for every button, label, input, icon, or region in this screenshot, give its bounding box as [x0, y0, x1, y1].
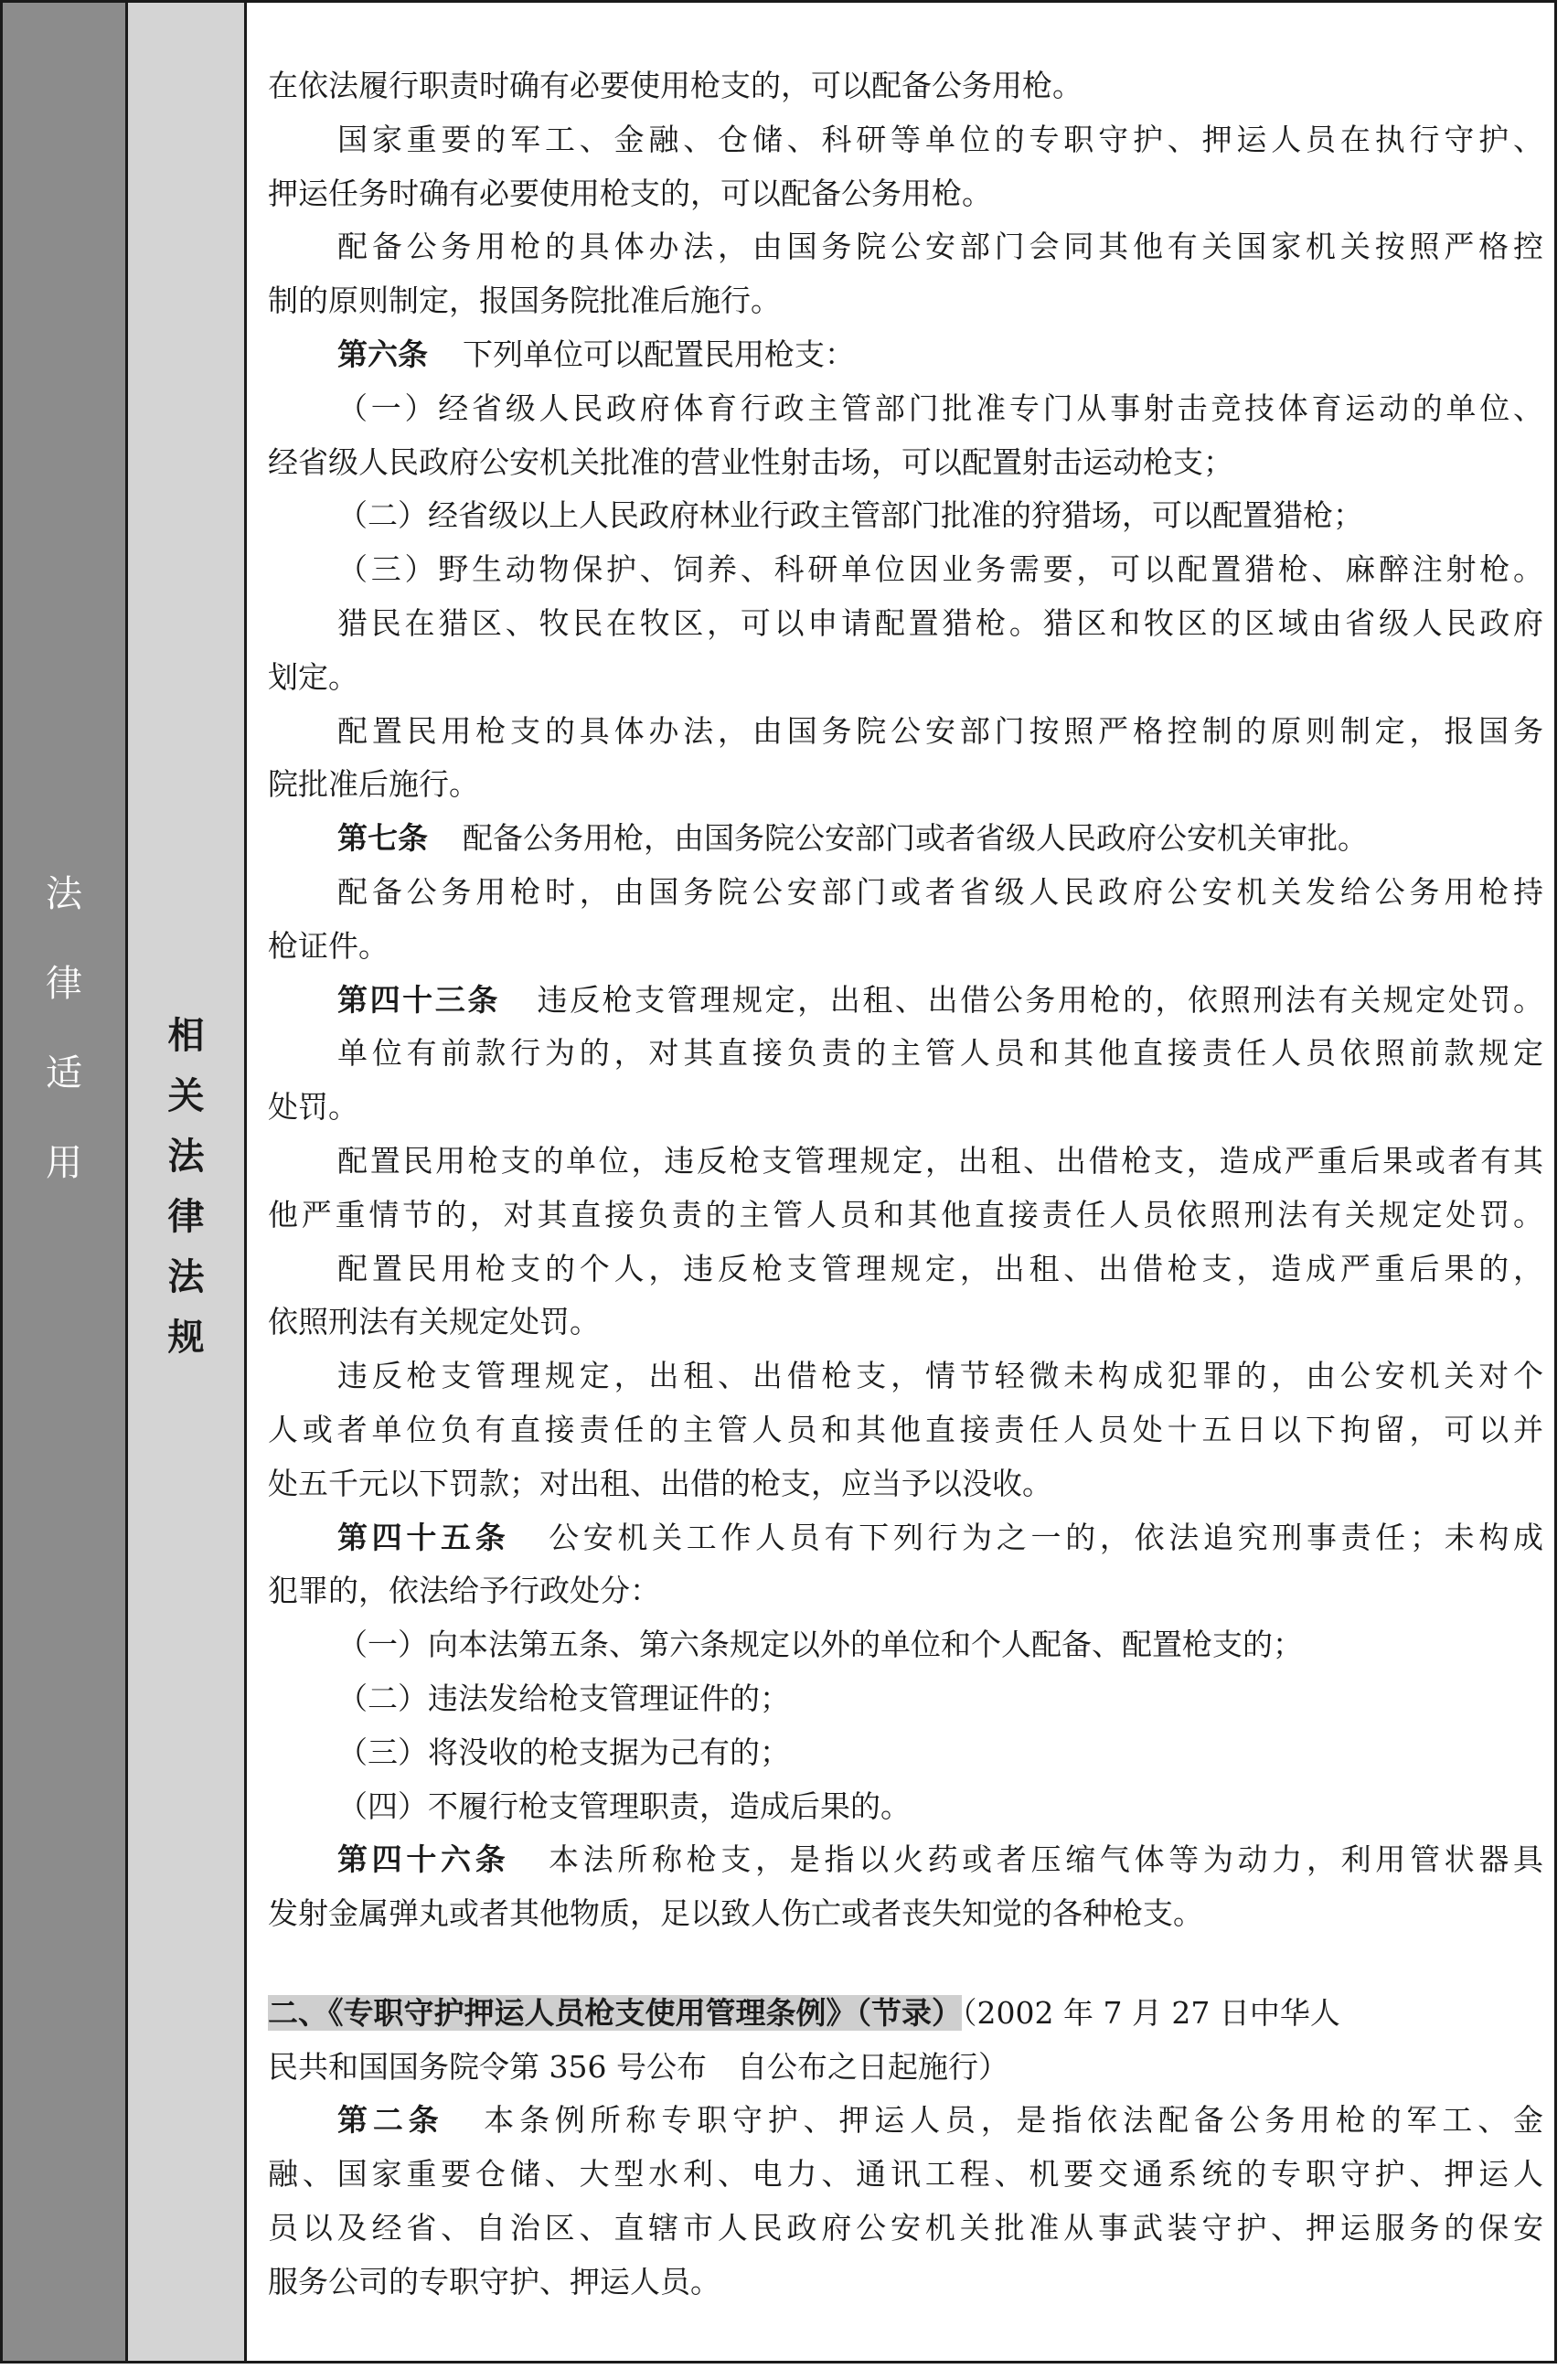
text-line — [268, 328, 1543, 382]
text-line — [268, 1833, 1543, 1887]
line-text: 押运任务时确有必要使用枪支的，可以配备公务用枪。 — [268, 175, 992, 211]
line-text: （二）违法发给枪支管理证件的； — [337, 1680, 790, 1716]
line-text: 他严重情节的，对其直接负责的主管人员和其他直接责任人员依照刑法有关规定处罚。 — [268, 1196, 1543, 1233]
line-text: 处五千元以下罚款；对出租、出借的枪支，应当予以没收。 — [268, 1465, 1052, 1501]
line-text: （一）经省级人民政府体育行政主管部门批准专门从事射击竞技体育运动的单位、 — [337, 389, 1543, 426]
section2-note: 民共和国国务院令第 356 号公布 自公布之日起施行） — [268, 2048, 1008, 2085]
line-text: 公安机关工作人员有下列行为之一的，依法追究刑事责任；未构成 — [544, 1519, 1543, 1555]
line-text: 人或者单位负有直接责任的主管人员和其他直接责任人员处十五日以下拘留，可以并 — [268, 1411, 1543, 1447]
document-body — [268, 59, 1543, 2310]
line-text: 经省级人民政府公安机关批准的营业性射击场，可以配置射击运动枪支； — [268, 443, 1233, 480]
line-text: 依照刑法有关规定处罚。 — [268, 1304, 600, 1340]
line-text: 枪证件。 — [268, 927, 389, 964]
line-text: 划定。 — [268, 658, 358, 695]
text-line — [268, 920, 1543, 974]
text-line — [268, 974, 1543, 1028]
text-line — [268, 1511, 1543, 1565]
line-text: （一）向本法第五条、第六条规定以外的单位和个人配备、配置枪支的； — [337, 1627, 1303, 1663]
text-line — [268, 866, 1543, 920]
text-line — [268, 1726, 1543, 1780]
line-text: （三）野生动物保护、饲养、科研单位因业务需要，可以配置猎枪、麻醉注射枪。 — [337, 551, 1543, 588]
text-line — [268, 382, 1543, 436]
text-line — [268, 597, 1543, 651]
text-line — [268, 1403, 1543, 1457]
line-text: 配置民用枪支的单位，违反枪支管理规定，出租、出借枪支，造成严重后果或者有其 — [337, 1142, 1543, 1179]
line-text: 制的原则制定，报国务院批准后施行。 — [268, 283, 781, 319]
category-column — [3, 3, 128, 2361]
line-text: 犯罪的，依法给予行政处分： — [268, 1573, 660, 1609]
line-text: 违反枪支管理规定，出租、出借公务用枪的，依照刑法有关规定处罚。 — [534, 981, 1543, 1018]
line-text: （四）不履行枪支管理职责，造成后果的。 — [337, 1787, 911, 1824]
text-line — [268, 1135, 1543, 1189]
line-text: 本法所称枪支，是指以火药或者压缩气体等为动力，利用管状器具 — [544, 1841, 1543, 1878]
text-line — [268, 1618, 1543, 1672]
law-text-block — [268, 59, 1543, 1941]
text-line — [268, 59, 1543, 113]
text-line — [268, 274, 1543, 328]
section2-heading: 二、《专职守护押运人员枪支使用管理条例》（节录） — [268, 1994, 962, 2031]
section2-heading-note: （2002 年 7 月 27 日中华人 — [962, 1994, 1340, 2031]
line-text: 融、国家重要仓储、大型水利、电力、通讯工程、机要交通系统的专职守护、押运人 — [268, 2156, 1543, 2193]
text-line — [268, 543, 1543, 597]
line-text: 配备公务用枪的具体办法，由国务院公安部门会同其他有关国家机关按照严格控 — [337, 229, 1543, 265]
text-line — [268, 1887, 1543, 1941]
line-text: 配备公务用枪，由国务院公安部门或者省级人民政府公安机关审批。 — [463, 820, 1368, 857]
text-line — [268, 489, 1543, 543]
article-number: 第六条 — [337, 336, 428, 372]
line-text: 单位有前款行为的，对其直接负责的主管人员和其他直接责任人员依照前款规定 — [337, 1035, 1543, 1072]
subcategory-column — [128, 3, 247, 2361]
section2-note-line — [268, 2041, 1543, 2095]
line-text: 服务公司的专职守护、押运人员。 — [268, 2263, 720, 2300]
article-number: 第四十五条 — [337, 1519, 510, 1555]
subcategory-char: 相 — [167, 1015, 205, 1057]
line-text: （三）将没收的枪支据为己有的； — [337, 1734, 790, 1770]
text-line — [268, 705, 1543, 759]
text-line — [268, 1780, 1543, 1834]
section-gap — [268, 1941, 1543, 1987]
line-text: 下列单位可以配置民用枪支： — [463, 336, 855, 372]
text-line — [268, 1189, 1543, 1243]
line-text: （二）经省级以上人民政府林业行政主管部门批准的狩猎场，可以配置猎枪； — [337, 497, 1363, 534]
line-text: 国家重要的军工、金融、仓储、科研等单位的专职守护、押运人员在执行守护、 — [337, 121, 1543, 157]
line-text: 发射金属弹丸或者其他物质，足以致人伤亡或者丧失知觉的各种枪支。 — [268, 1895, 1203, 1932]
text-line — [268, 113, 1543, 167]
article-number: 第四十三条 — [337, 981, 500, 1018]
category-char: 适 — [46, 1052, 82, 1094]
subcategory-label — [128, 1015, 244, 1380]
category-label — [3, 873, 125, 1234]
text-line — [268, 758, 1543, 812]
text-line — [268, 1027, 1543, 1081]
line-text: 本条例所称专职守护、押运人员，是指依法配备公务用枪的军工、金 — [478, 2102, 1543, 2139]
text-line — [268, 812, 1543, 866]
article-number: 第四十六条 — [337, 1841, 510, 1878]
text-line — [268, 167, 1543, 221]
text-line — [268, 220, 1543, 274]
text-line — [268, 1243, 1543, 1297]
text-line — [268, 1350, 1543, 1403]
article-number: 第二条 — [337, 2102, 444, 2139]
subcategory-char: 法 — [167, 1136, 205, 1178]
line-text: 处罚。 — [268, 1089, 358, 1126]
subcategory-char: 规 — [167, 1317, 205, 1359]
line-text: 配备公务用枪时，由国务院公安部门或者省级人民政府公安机关发给公务用枪持 — [337, 873, 1543, 910]
section2-heading-line — [268, 1987, 1543, 2041]
text-line — [268, 1457, 1543, 1511]
category-char: 律 — [46, 963, 82, 1005]
text-line — [268, 2094, 1543, 2148]
text-line — [268, 2256, 1543, 2310]
subcategory-char: 关 — [167, 1075, 205, 1117]
line-text: 院批准后施行。 — [268, 766, 479, 803]
article-number: 第七条 — [337, 820, 428, 857]
subcategory-char: 法 — [167, 1256, 205, 1298]
line-text: 配置民用枪支的个人，违反枪支管理规定，出租、出借枪支，造成严重后果的， — [337, 1250, 1543, 1286]
line-text: 配置民用枪支的具体办法，由国务院公安部门按照严格控制的原则制定，报国务 — [337, 712, 1543, 749]
text-line — [268, 1672, 1543, 1726]
text-line — [268, 1081, 1543, 1135]
line-text: 员以及经省、自治区、直辖市人民政府公安机关批准从事武装守护、押运服务的保安 — [268, 2210, 1543, 2246]
text-line — [268, 2202, 1543, 2256]
category-char: 法 — [46, 873, 82, 915]
line-text: 违反枪支管理规定，出租、出借枪支，情节轻微未构成犯罪的，由公安机关对个 — [337, 1358, 1543, 1394]
regulation-text-block — [268, 2094, 1543, 2309]
text-line — [268, 651, 1543, 705]
text-line — [268, 2148, 1543, 2202]
text-line — [268, 1564, 1543, 1618]
subcategory-char: 律 — [167, 1196, 205, 1238]
text-line — [268, 436, 1543, 490]
line-text: 在依法履行职责时确有必要使用枪支的，可以配备公务用枪。 — [268, 68, 1083, 103]
category-char: 用 — [46, 1142, 82, 1184]
line-text: 猎民在猎区、牧民在牧区，可以申请配置猎枪。猎区和牧区的区域由省级人民政府 — [337, 604, 1543, 641]
text-line — [268, 1296, 1543, 1350]
